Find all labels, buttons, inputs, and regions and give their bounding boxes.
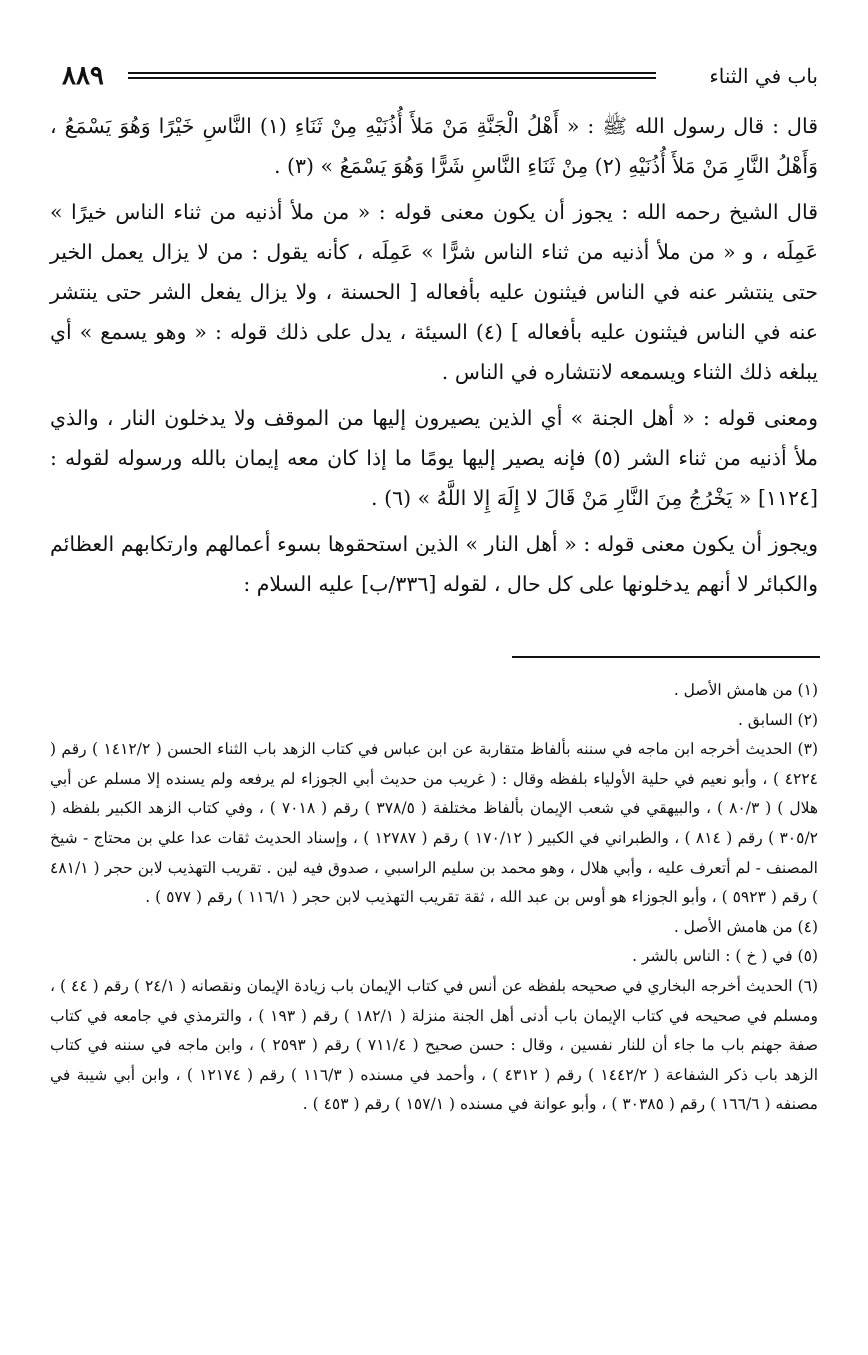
body-paragraph: قال الشيخ رحمه الله : يجوز أن يكون معنى قوله : « من ملأ أذنيه من ثناء الناس خيرًا » عَمِلَه ، و « من ملأ أذنيه من ثناء الناس شرًّا » عَمِلَه ، كأنه يقول : من لا يزال يعمل الخير حتى ينتشر عنه في الناس فيثنون عليه بأفعاله [ الحسنة ، ولا يزال يفعل الشر حتى ينتشر عنه في الناس فيثنون عليه بأفعاله ] (٤) السيئة ، يدل على ذلك قوله : « وهو يسمع » أي يبلغه ذلك الثناء ويسمعه لانتشاره في الناس . bbox=[50, 200, 819, 384]
footnote: (١) من هامش الأصل . bbox=[673, 681, 818, 699]
footnotes bbox=[50, 676, 818, 1120]
footnote-divider bbox=[512, 656, 820, 658]
body-paragraph: ويجوز أن يكون معنى قوله : « أهل النار » الذين استحقوها بسوء أعمالهم وارتكابهم العظائم والكبائر لا أنهم يدخلونها على كل حال ، لقوله [٣٣٦/ب] عليه السلام : bbox=[50, 532, 818, 596]
main-text bbox=[50, 106, 818, 610]
footnote: (٥) في ( خ ) : الناس بالشر . bbox=[632, 947, 818, 966]
footnote: (٣) الحديث أخرجه ابن ماجه في سننه بألفاظ متقاربة عن ابن عباس في كتاب الزهد باب الثناء الحسن ( ١٤١٢/٢ ) رقم ( ٤٢٢٤ ) ، وأبو نعيم في حلية الأولياء بلفظه وقال : ( غريب من حديث أبي الجوزاء لم يرفعه ولم يسنده إلا مسلم عن أبي هلال ) ( ٨٠/٣ ) ، والبيهقي في شعب الإيمان بألفاظ مختلفة ( ٣٧٨/٥ ) رقم ( ٧٠١٨ ) ، وفي كتاب الزهد الكبير بلفظه ( ٣٠٥/٢ ) رقم ( ٨١٤ ) ، والطبراني في الكبير ( ١٧٠/١٢ ) رقم ( ١٢٧٨٧ ) ، وإسناد الحديث ثقات عدا علي بن محتاج - شيخ المصنف - لم أتعرف عليه ، وأبي هلال ، وهو محمد بن سليم الراسبي ، صدوق فيه لين . تقريب التهذيب لابن حجر ( ٤٨١/١ ) رقم ( ٥٩٢٣ ) ، وأبو الجوزاء هو أوس بن عبد الله ، ثقة تقريب التهذيب لابن حجر ( ١١٦/١ ) رقم ( ٥٧٧ ) . bbox=[50, 740, 819, 907]
body-paragraph: ومعنى قوله : « أهل الجنة » أي الذين يصيرون إليها من الموقف ولا يدخلون النار ، والذي ملأ أذنيه من ثناء الشر (٥) فإنه يصير إليها يومًا ما إذا كان معه إيمان بالله ورسوله لقوله : [١١٢٤] « يَخْرُجُ مِنَ النَّارِ مَنْ قَالَ لا إِلَهَ إِلا اللَّهُ » (٦) . bbox=[50, 406, 818, 510]
header-rule bbox=[128, 72, 656, 79]
footnote: (٤) من هامش الأصل . bbox=[673, 917, 818, 936]
footnote: (٢) السابق . bbox=[737, 710, 818, 729]
page-header bbox=[50, 58, 818, 94]
running-title: باب في الثناء bbox=[709, 64, 818, 88]
footnote: (٦) الحديث أخرجه البخاري في صحيحه بلفظه عن أنس في كتاب الإيمان باب زيادة الإيمان ونقصانه ( ٢٤/١ ) رقم ( ٤٤ ) ، ومسلم في صحيحه في كتاب الإيمان باب أدنى أهل الجنة منزلة ( ١٨٢/١ ) رقم ( ١٩٣ ) ، والترمذي في جامعه في كتاب صفة جهنم باب ما جاء أن للنار نفسين ، وقال : حسن صحيح ( ٧١١/٤ ) رقم ( ٢٥٩٣ ) ، وابن ماجه في سننه في كتاب الزهد باب ذكر الشفاعة ( ١٤٤٢/٢ ) رقم ( ٤٣١٢ ) ، وأحمد في مسنده ( ١١٦/٣ ) رقم ( ١٢١٧٤ ) ، وابن أبي شيبة في مصنفه ( ١٦٦/٦ ) رقم ( ٣٠٣٨٥ ) ، وأبو عوانة في مسنده ( ١٥٧/١ ) رقم ( ٤٥٣ ) . bbox=[50, 976, 819, 1114]
body-paragraph: قال : قال رسول الله ﷺ : « أَهْلُ الْجَنَّةِ مَنْ مَلأَ أُذُنَيْهِ مِنْ ثَنَاءِ (١) النَّاسِ خَيْرًا وَهُوَ يَسْمَعُ ، وَأَهْلُ النَّارِ مَنْ مَلأَ أُذُنَيْهِ (٢) مِنْ ثَنَاءِ النَّاسِ شَرًّا وَهُوَ يَسْمَعُ » (٣) . bbox=[50, 114, 818, 178]
page-number: ٨٨٩ bbox=[62, 61, 104, 91]
